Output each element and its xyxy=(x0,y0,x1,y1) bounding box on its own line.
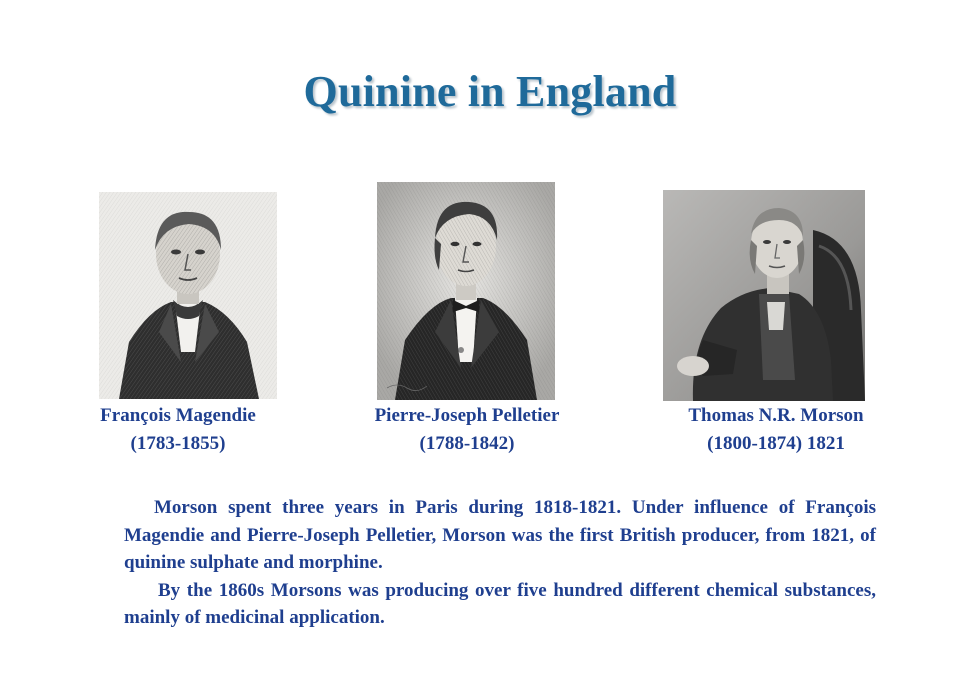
caption-morson-name: Thomas N.R. Morson xyxy=(688,405,864,426)
caption-magendie-name: François Magendie xyxy=(100,405,256,426)
portrait-pelletier xyxy=(377,182,555,400)
caption-morson-years: (1800-1874) 1821 xyxy=(707,433,845,454)
caption-morson xyxy=(652,402,900,458)
caption-pelletier xyxy=(336,402,598,458)
paragraph-morson-paris: Morson spent three years in Paris during 1818-1821. Under influence of François Magendie and Pierre-Joseph Pelletier, Morson was the first British producer, from 1821, of quinine sulphate and morphine. xyxy=(124,497,876,573)
caption-pelletier-years: (1788-1842) xyxy=(419,433,515,454)
body-text xyxy=(124,494,876,632)
portrait-morson-image xyxy=(663,190,865,401)
portrait-morson xyxy=(663,190,865,401)
portrait-magendie xyxy=(99,192,277,399)
portrait-pelletier-image xyxy=(377,182,555,400)
caption-magendie-years: (1783-1855) xyxy=(130,433,226,454)
portrait-magendie-image xyxy=(99,192,277,399)
slide-title: Quinine in England xyxy=(303,67,677,116)
caption-pelletier-name: Pierre-Joseph Pelletier xyxy=(374,405,560,426)
paragraph-morsons-1860s: By the 1860s Morsons was producing over five hundred different chemical substances, mainly of medicinal application. xyxy=(124,579,876,628)
caption-magendie xyxy=(60,402,296,458)
